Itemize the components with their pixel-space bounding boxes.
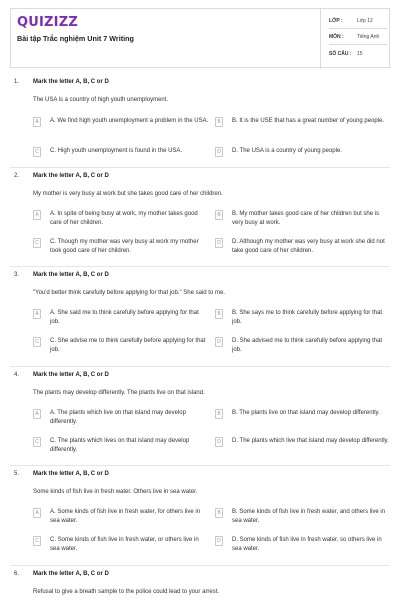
- question-divider: [10, 465, 390, 466]
- option-text: A. Some kinds of fish live in fresh water, for others live in sea water.: [50, 509, 201, 524]
- option-letter-box[interactable]: B: [215, 409, 223, 419]
- meta-value: Tiếng Anh: [357, 34, 380, 40]
- option-text: D. She advised me to think carefully before applying that job.: [232, 338, 383, 353]
- option-text: A. The plants which live on that island may develop differently.: [50, 410, 186, 425]
- question-number: 2.: [14, 173, 20, 179]
- option-text: D. Some kinds of fish live in fresh water, so others live in sea water.: [232, 537, 382, 552]
- option-text: C. She advise me to think carefully before applying for that job.: [50, 338, 206, 353]
- option-letter-box[interactable]: D: [215, 147, 223, 157]
- option-text: A. She said me to think carefully before applying for that job.: [50, 310, 199, 325]
- option-text: C. High youth unemployment is found in the USA.: [50, 148, 183, 154]
- question-number: 6.: [14, 571, 20, 577]
- question-instruction: Mark the letter A, B, C or D: [33, 471, 109, 477]
- option-letter-box[interactable]: C: [33, 337, 41, 347]
- option-text: A. We find high youth unemployment a problem in the USA.: [50, 118, 209, 124]
- option-letter-box[interactable]: B: [215, 210, 223, 220]
- question-stem: The USA is a country of high youth unemployment.: [33, 97, 169, 103]
- question-1: [0, 79, 400, 163]
- question-instruction: Mark the letter A, B, C or D: [33, 79, 109, 85]
- option-letter-box[interactable]: C: [33, 536, 41, 546]
- meta-key: SỐ CÂU :: [329, 50, 352, 57]
- meta-key: LỚP :: [329, 18, 343, 24]
- question-divider: [10, 565, 390, 566]
- question-instruction: Mark the letter A, B, C or D: [33, 372, 109, 378]
- option-text: B. The plants live on that island may develop differently.: [232, 410, 380, 416]
- worksheet-header: [10, 8, 390, 68]
- option-text: D. The plants which live that island may develop differently.: [232, 438, 389, 444]
- option-letter-box[interactable]: A: [33, 508, 41, 518]
- option-letter-box[interactable]: D: [215, 238, 223, 248]
- meta-value: 15: [357, 50, 363, 57]
- question-number: 5.: [14, 471, 20, 477]
- question-instruction: Mark the letter A, B, C or D: [33, 173, 109, 179]
- option-letter-box[interactable]: B: [215, 117, 223, 127]
- option-text: A. In spite of being busy at work, my mother takes good care of her children.: [50, 211, 198, 226]
- option-letter-box[interactable]: A: [33, 309, 41, 319]
- option-text: B. Some kinds of fish live in fresh water, and others live in sea water.: [232, 509, 386, 524]
- meta-key: MÔN :: [329, 34, 344, 40]
- quizizz-logo: QUIZIZZ: [17, 15, 78, 30]
- question-stem: Some kinds of fish live in fresh water. Others live in sea water.: [33, 489, 198, 495]
- question-stem: The plants may develop differently. The plants live on that island.: [33, 390, 205, 396]
- option-text: B. It is the USE that has a great number of young people.: [232, 118, 385, 124]
- option-letter-box[interactable]: A: [33, 210, 41, 220]
- option-letter-box[interactable]: D: [215, 536, 223, 546]
- option-letter-box[interactable]: D: [215, 337, 223, 347]
- question-divider: [10, 266, 390, 267]
- question-divider: [10, 366, 390, 367]
- option-letter-box[interactable]: B: [215, 309, 223, 319]
- option-letter-box[interactable]: C: [33, 147, 41, 157]
- option-letter-box[interactable]: C: [33, 238, 41, 248]
- meta-value: Lớp 12: [357, 18, 373, 24]
- question-stem: My mother is very busy at work but she takes good care of her children.: [33, 191, 223, 197]
- meta-row-subject: [329, 30, 387, 45]
- option-letter-box[interactable]: A: [33, 117, 41, 127]
- question-stem: "You'd better think carefully before applying for that job." She said to me.: [33, 290, 225, 296]
- question-divider: [10, 167, 390, 168]
- option-letter-box[interactable]: A: [33, 409, 41, 419]
- option-text: D. The USA is a country of young people.: [232, 148, 342, 154]
- option-letter-box[interactable]: B: [215, 508, 223, 518]
- question-3: [0, 272, 400, 364]
- question-5: [0, 471, 400, 563]
- option-text: B. My mother takes good care of her children but she is very busy at work.: [232, 211, 380, 226]
- option-text: C. The plants which lives on that island may develop differently.: [50, 438, 190, 453]
- option-letter-box[interactable]: D: [215, 437, 223, 447]
- page-title: Bài tập Trắc nghiệm Unit 7 Writing: [17, 34, 134, 43]
- meta-panel: [320, 9, 391, 69]
- question-number: 3.: [14, 272, 20, 278]
- question-4: [0, 372, 400, 464]
- meta-row-count: [329, 46, 387, 61]
- question-number: 1.: [14, 79, 20, 85]
- question-instruction: Mark the letter A, B, C or D: [33, 571, 109, 577]
- option-text: C. Though my mother was very busy at work my mother took good care of her children.: [50, 239, 199, 254]
- question-stem: Refusal to give a breath sample to the police could lead to your arrest.: [33, 589, 220, 595]
- option-text: B. She says me to think carefully before applying for that job.: [232, 310, 383, 325]
- option-text: C. Some kinds of fish live in fresh water, or others live in sea water.: [50, 537, 199, 552]
- question-instruction: Mark the letter A, B, C or D: [33, 272, 109, 278]
- question-number: 4.: [14, 372, 20, 378]
- question-6: [0, 571, 400, 600]
- meta-row-class: [329, 14, 387, 29]
- question-2: [0, 173, 400, 265]
- option-text: D. Although my mother was very busy at work she did not take good care of her children.: [232, 239, 385, 254]
- option-letter-box[interactable]: C: [33, 437, 41, 447]
